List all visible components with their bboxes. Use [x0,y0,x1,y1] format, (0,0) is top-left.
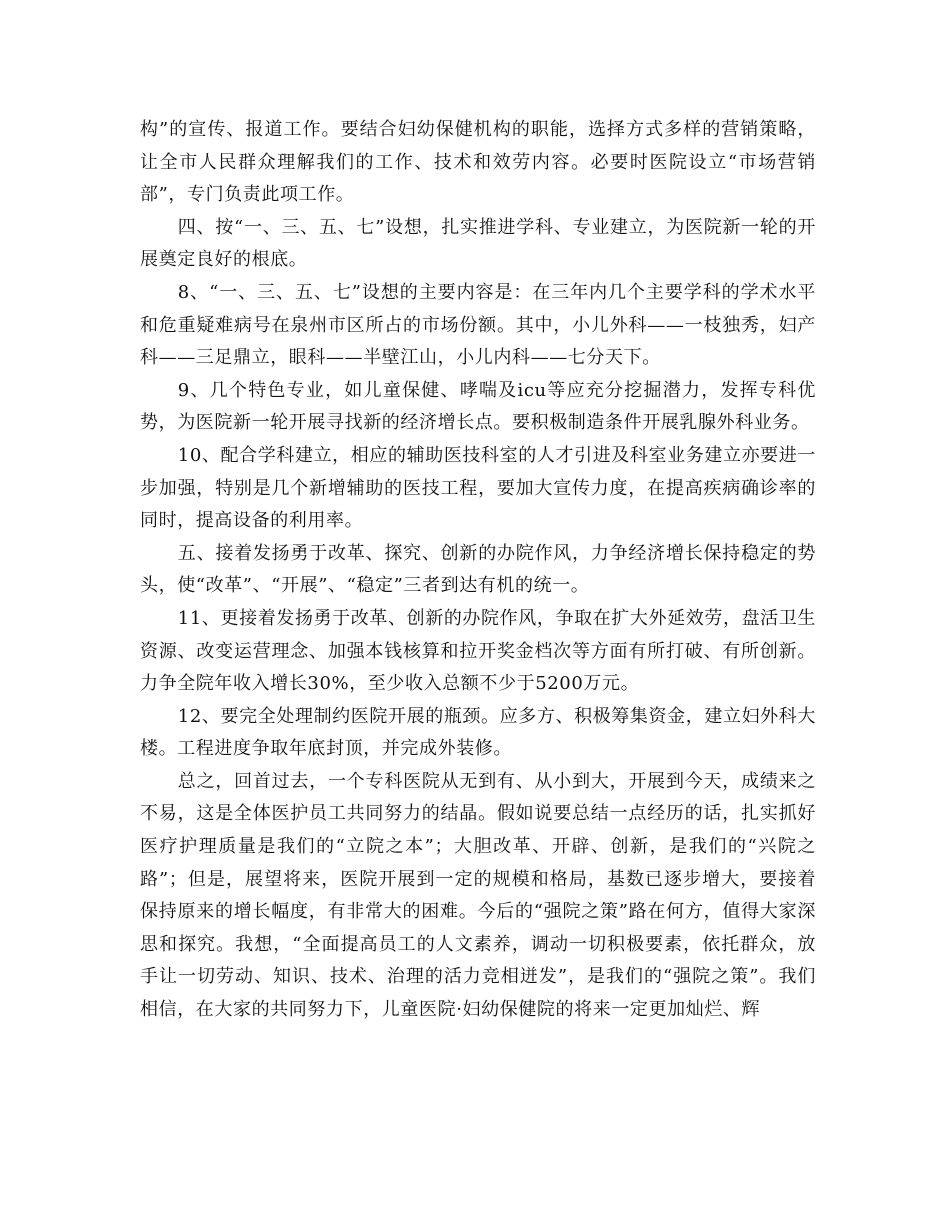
paragraph-6: 五、接着发扬勇于改革、探究、创新的办院作风，力争经济增长保持稳定的势头，使“改革”、“开展”、“稳定”三者到达有机的统一。 [140,542,816,597]
document-body [140,114,816,1027]
paragraph-9: 总之，回首过去，一个专科医院从无到有、从小到大，开展到今天，成绩来之不易，这是全体医护员工共同努力的结晶。假如说要总结一点经历的话，扎实抓好医疗护理质量是我们的“立院之本”；大胆改革、开辟、创新，是我们的“兴院之路”；但是，展望将来，医院开展到一定的规模和格局，基数已逐步增大，要接着保持原来的增长幅度，有非常大的困难。今后的“强院之策”路在何方，值得大家深思和探究。我想，“全面提高员工的人文素养，调动一切积极要素，依托群众，放手让一切劳动、知识、技术、治理的活力竞相迸发”，是我们的“强院之策”。我们相信，在大家的共同努力下，儿童医院·妇幼保健院的将来一定更加灿烂、辉 [140,770,816,1021]
paragraph-5: 10、配合学科建立，相应的辅助医技科室的人才引进及科室业务建立亦要进一步加强，特别是几个新增辅助的医技工程，要加大宣传力度，在提高疾病确诊率的同时，提高设备的利用率。 [140,444,816,532]
paragraph-3: 8、“一、三、五、七”设想的主要内容是：在三年内几个主要学科的学术水平和危重疑难病号在泉州市区所占的市场份额。其中，小儿外科——一枝独秀，妇产科——三足鼎立，眼科——半壁江山，小儿内科——七分天下。 [140,281,816,369]
paragraph-7: 11、更接着发扬勇于改革、创新的办院作风，争取在扩大外延效劳，盘活卫生资源、改变运营理念、加强本钱核算和拉开奖金档次等方面有所打破、有所创新。力争全院年收入增长30%，至少收入总额不少于5200万元。 [140,607,816,695]
paragraph-1: 构”的宣传、报道工作。要结合妇幼保健机构的职能，选择方式多样的营销策略，让全市人民群众理解我们的工作、技术和效劳内容。必要时医院设立“市场营销部”，专门负责此项工作。 [140,119,816,206]
paragraph-4: 9、几个特色专业，如儿童保健、哮喘及icu等应充分挖掘潜力，发挥专科优势，为医院新一轮开展寻找新的经济增长点。要积极制造条件开展乳腺外科业务。 [140,379,816,434]
paragraph-2: 四、按“一、三、五、七”设想，扎实推进学科、专业建立，为医院新一轮的开展奠定良好的根底。 [140,216,816,271]
paragraph-8: 12、要完全处理制约医院开展的瓶颈。应多方、积极筹集资金，建立妇外科大楼。工程进度争取年底封顶，并完成外装修。 [140,705,816,760]
